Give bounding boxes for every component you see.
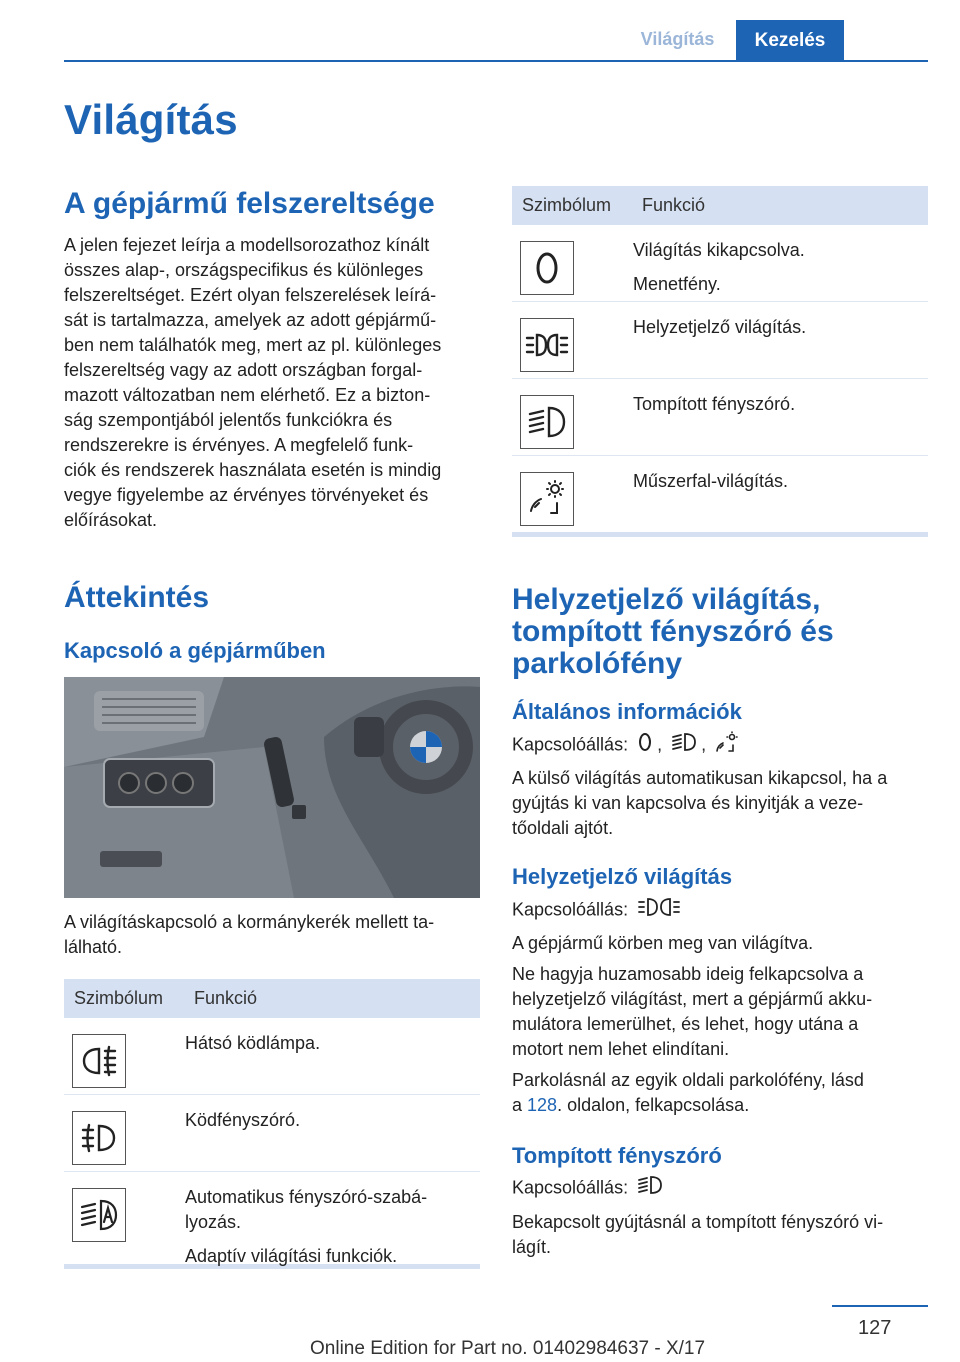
parking-paragraph-2: Ne hagyja huzamosabb ideig felkapcsolva a helyzetjelző világítást, mert a gépjármű akku- mulátora lemerülhet, és lehet, hogy utána a motort nem lehet elindítani. (512, 964, 873, 1059)
header-section-label: Világítás (640, 29, 715, 49)
footer-rule (832, 1305, 928, 1307)
parking-paragraph-1: A gépjármű körben meg van világítva. (512, 933, 814, 953)
function-text: Ködfényszóró. (185, 1110, 301, 1130)
function-extra-text: Menetfény. (633, 274, 721, 294)
page-title: Világítás (64, 96, 238, 143)
column-header-symbol: Szimbólum (74, 988, 164, 1008)
lights-section-heading: Helyzetjelző világítás, tompított fényszóró és parkolófény (512, 583, 834, 680)
auto-headlight-icon (72, 1188, 126, 1242)
edition-footer: Online Edition for Part no. 01402984637 - X/17 (310, 1338, 706, 1359)
function-text: Tompított fényszóró. (633, 394, 796, 414)
instrument-lighting-icon (520, 472, 574, 526)
function-text: Hátsó ködlámpa. (185, 1033, 321, 1053)
table-row (512, 302, 928, 379)
header-rule (64, 60, 928, 62)
table-header (64, 979, 480, 1018)
table-row (512, 379, 928, 456)
symbol-table-right (512, 186, 928, 537)
column-header-function: Funkció (194, 988, 258, 1008)
general-info-heading: Általános információk (512, 699, 742, 724)
page-number: 127 (858, 1317, 892, 1339)
table-row (64, 1172, 480, 1264)
table-header (512, 186, 928, 225)
lights-off-icon (637, 732, 653, 759)
overview-heading: Áttekintés (64, 581, 210, 614)
lowbeam-paragraph: Bekapcsolt gyújtásnál a tompított fényszóró vi- lágít. (512, 1212, 884, 1257)
lowbeam-switch-position: Kapcsolóállás: (512, 1175, 932, 1202)
photo-caption: A világításkapcsoló a kormánykerék mellett ta- lálható. (64, 912, 435, 957)
parking-light-icon (637, 896, 681, 925)
general-switch-positions: Kapcsolóállás: , , (512, 731, 932, 760)
function-text: Műszerfal-világítás. (633, 471, 789, 491)
function-extra-text: Adaptív világítási funkciók. (185, 1246, 398, 1266)
light-switch-photo (64, 677, 480, 898)
low-beam-icon (671, 732, 697, 759)
function-text: Helyzetjelző világítás. (633, 317, 807, 337)
parking-paragraph-3: Parkolásnál az egyik oldali parkolófény, lásd a 128. oldalon, felkapcsolása. (512, 1070, 864, 1115)
equipment-paragraph: A jelen fejezet leírja a modellsorozathoz kínált összes alap-, országspecifikus és különleges felszereltséget. Ezért olyan felszerelések leírá- sát is tartalmazza, amelyek az adott gépjármű- ben nem találhatók meg, mert az pl. különleges felszereltség vagy az adott országban forgal- mazott változatban nem elérhető. Ez a bizton- ság szempontjából jelentős funkciókra és rendszerekre is érvényes. A megfelelő funk- ciók és rendszerek használata esetén is mindig vegye figyelembe az érvényes törvényeket és előírásokat. (64, 235, 442, 530)
table-row (64, 1095, 480, 1172)
parking-light-heading: Helyzetjelző világítás (512, 864, 733, 889)
function-text: Automatikus fényszóró-szabá- lyozás. (185, 1187, 428, 1232)
table-row (512, 456, 928, 532)
general-info-paragraph: A külső világítás automatikusan kikapcsol, ha a gyújtás ki van kapcsolva és kinyitják a veze- tőoldali ajtót. (512, 768, 888, 838)
table-end-bar (512, 532, 928, 537)
front-fog-lamp-icon (72, 1111, 126, 1165)
symbol-table-left (64, 979, 480, 1269)
parking-switch-position: Kapcsolóállás: (512, 896, 932, 925)
table-row (64, 1018, 480, 1095)
page-128-link[interactable]: 128 (527, 1095, 558, 1115)
column-header-function: Funkció (642, 195, 706, 215)
low-beam-icon (520, 395, 574, 449)
low-beam-icon (637, 1175, 663, 1202)
equipment-heading: A gépjármű felszereltsége (64, 187, 435, 220)
instrument-lighting-icon (715, 731, 739, 760)
function-text: Világítás kikapcsolva. (633, 240, 805, 260)
parking-light-icon (520, 318, 574, 372)
overview-subheading: Kapcsoló a gépjárműben (64, 638, 326, 663)
column-header-symbol: Szimbólum (522, 195, 612, 215)
header-tab-kezeles[interactable]: Kezelés (736, 20, 844, 62)
rear-fog-lamp-icon (72, 1034, 126, 1088)
low-beam-heading: Tompított fényszóró (512, 1143, 722, 1168)
lights-off-icon (520, 241, 574, 295)
table-row (512, 225, 928, 302)
